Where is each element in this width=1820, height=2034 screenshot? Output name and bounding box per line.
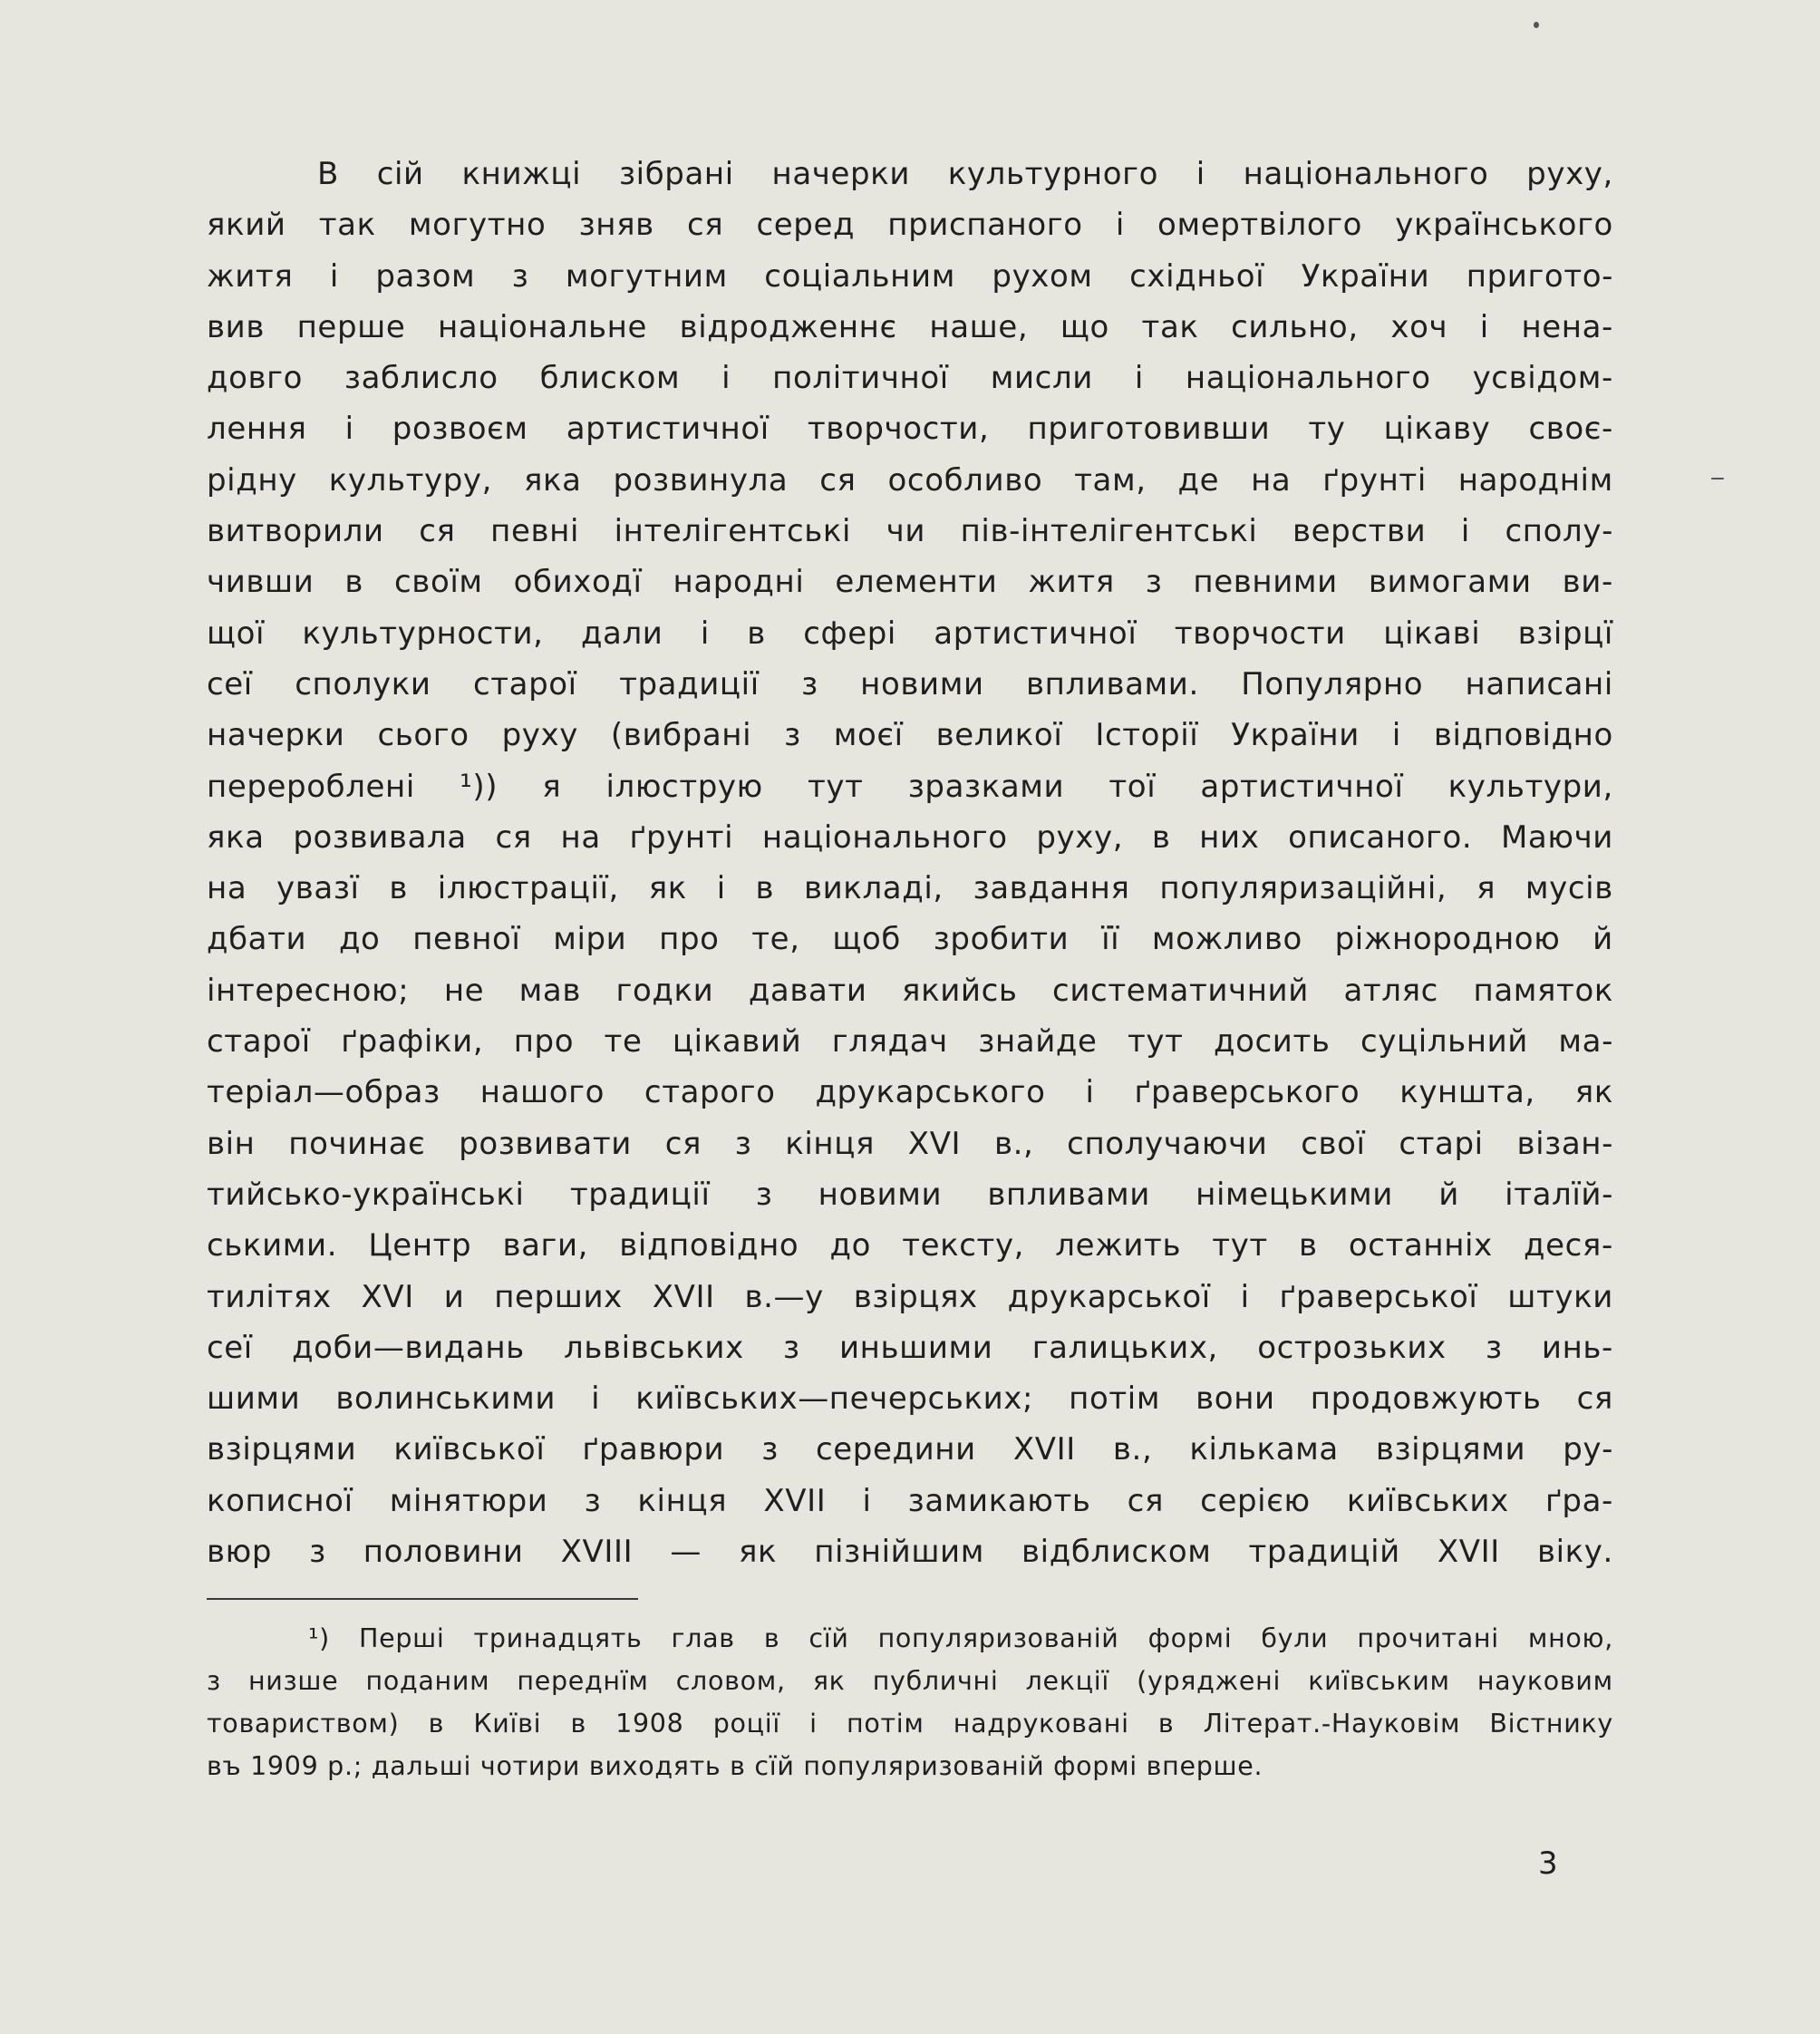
text-line: кописної мінятюри з кінця XVII і замикають ся серією київських ґра- — [207, 1482, 1613, 1519]
footnote-line: з низше поданим переднїм словом, як публичні лекції (уряджені київським науковим — [207, 1666, 1613, 1696]
main-text — [207, 149, 1613, 1577]
text-line: рідну культуру, яка розвинула ся особливо там, де на ґрунті народнім — [207, 461, 1613, 499]
text-line: який так могутно зняв ся серед приспаного і омертвілого українського — [207, 207, 1613, 244]
footnote-line: товариством) в Київі в 1908 роції і потім надруковані в Літерат.-Науковім Вістнику — [207, 1709, 1613, 1739]
text-line: тилітях XVI и перших XVII в.—у взірцях друкарської і ґраверської штуки — [207, 1278, 1613, 1315]
footnote-line: въ 1909 р.; дальші чотири виходять в сїй популяризованій формі вперше. — [207, 1751, 1263, 1781]
text-line: вив перше національне відродженнє наше, що так сильно, хоч і нена- — [207, 308, 1613, 345]
text-line: інтересною; не мав годки давати якийсь систематичний атляс памяток — [207, 972, 1613, 1009]
text-line: сеї сполуки старої традиції з новими впливами. Популярно написані — [207, 665, 1613, 702]
text-line: лення і розвоєм артистичної творчости, приготовивши ту цікаву своє- — [207, 411, 1613, 448]
text-line: вюр з половини XVIII — як пізнійшим відблиском традицій XVII віку. — [207, 1534, 1613, 1571]
page-number: 3 — [1538, 1845, 1558, 1882]
text-line: на увазї в ілюстрації, як і в викладі, завдання популяризаційні, я мусів — [207, 870, 1613, 907]
text-line: перероблені ¹)) я ілюструю тут зразками тої артистичної культури, — [207, 768, 1613, 805]
text-line: ськими. Центр ваги, відповідно до тексту, лежить тут в останніх деся- — [207, 1227, 1613, 1264]
ink-speck — [1534, 22, 1539, 28]
ink-speck — [1711, 478, 1724, 479]
text-line: тийсько-українські традиції з новими впливами німецькими й італїй- — [207, 1176, 1613, 1213]
text-line: сеї доби—видань львівських з иньшими галицьких, острозьких з инь- — [207, 1329, 1613, 1366]
text-line: витворили ся певні інтелігентські чи пів-інтелігентські верстви і сполу- — [207, 513, 1613, 550]
text-line: шими волинськими і київських—печерських; потім вони продовжують ся — [207, 1380, 1613, 1418]
footnote-line: ¹) Перші тринадцять глав в сїй популяризованій формі були прочитані мною, — [308, 1623, 1613, 1653]
text-line: чивши в своїм обиходї народні елементи житя з певними вимогами ви- — [207, 564, 1613, 601]
text-line: дбати до певної міри про те, щоб зробити її можливо ріжнородною й — [207, 921, 1613, 958]
text-line: житя і разом з могутним соціальним рухом східньої України пригото- — [207, 257, 1613, 295]
text-line: начерки сього руху (вибрані з моєї великої Історії України і відповідно — [207, 717, 1613, 754]
text-line: він починає розвивати ся з кінця XVI в., сполучаючи свої старі візан- — [207, 1125, 1613, 1162]
text-line: яка розвивала ся на ґрунті національного руху, в них описаного. Маючи — [207, 818, 1613, 856]
text-line: В сій книжці зібрані начерки культурного і національного руху, — [317, 156, 1613, 192]
text-line: теріал—образ нашого старого друкарського і ґраверського куншта, як — [207, 1074, 1613, 1111]
footnote-separator — [207, 1598, 638, 1600]
text-line: довго заблисло блиском і політичної мисли і національного усвідом- — [207, 360, 1613, 397]
text-line: щої культурности, дали і в сфері артистичної творчости цікаві взірцї — [207, 615, 1613, 652]
text-line: старої ґрафіки, про те цікавий глядач знайде тут досить суцільний ма- — [207, 1023, 1613, 1061]
text-line: взірцями київської ґравюри з середини XVII в., кількама взірцями ру- — [207, 1431, 1613, 1468]
footnote — [207, 1617, 1613, 1787]
